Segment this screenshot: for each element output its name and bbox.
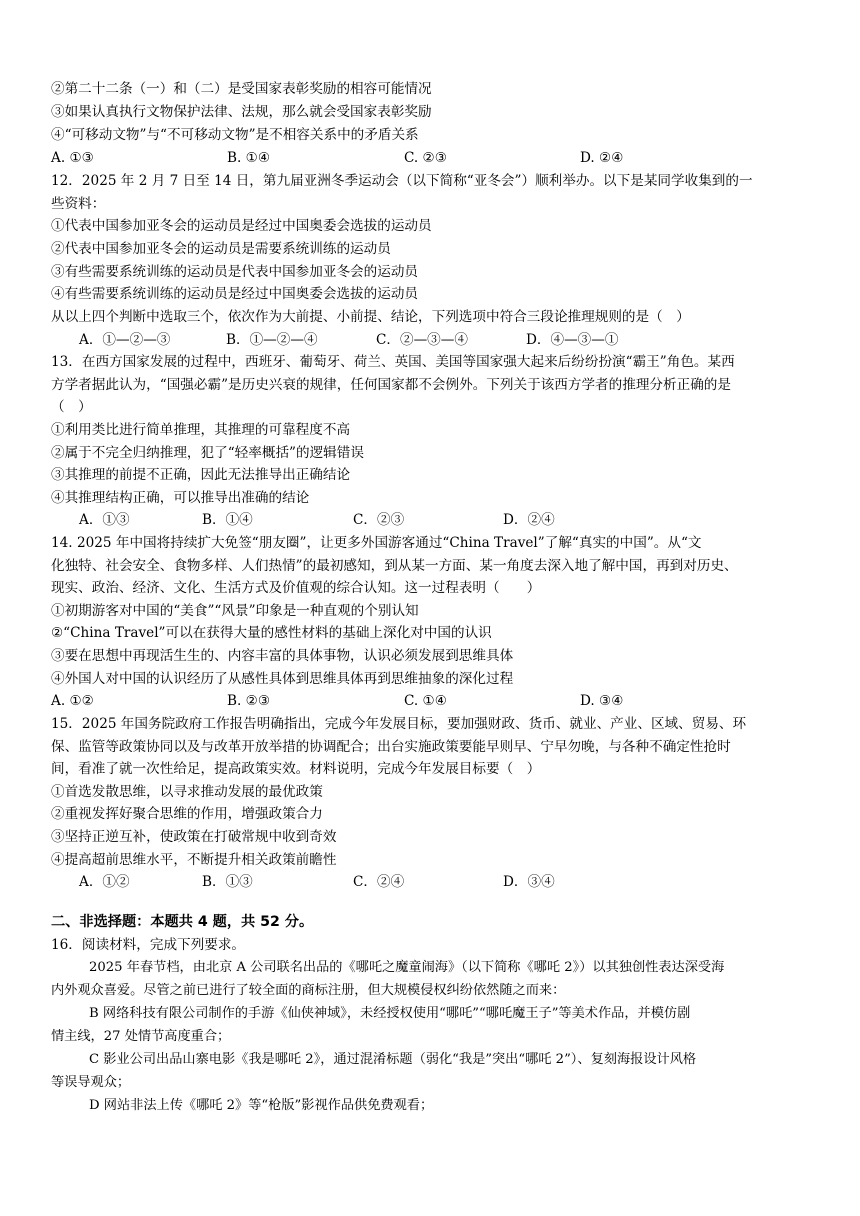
q15-item-4: ④提高超前思维水平，不断提升相关政策前瞻性 (51, 852, 337, 868)
q14-item-1: ①初期游客对中国的“美食”“风景”印象是一种直观的个别认知 (51, 603, 419, 619)
q13-stem-line-1: 13．在西方国家发展的过程中，西班牙、葡萄牙、荷兰、英国、美国等国家强大起来后纷纷扮演“霸王”角色。某西 (51, 354, 735, 370)
q12-stem-line-1: 12．2025 年 2 月 7 日至 14 日，第九届亚洲冬季运动会（以下简称“亚冬会”）顺利举办。以下是某同学收集到的一 (51, 173, 753, 189)
q13-option-b: B．①④ (202, 512, 253, 528)
q14-item-4: ④外国人对中国的认识经历了从感性具体到思维具体再到思维抽象的深化过程 (51, 671, 514, 687)
q15-option-c: C．②④ (353, 874, 405, 890)
q12-option-a: A．①—②—③ (79, 332, 171, 348)
q11-option-c: C. ②③ (404, 150, 447, 166)
q16-para1-line-1: 2025 年春节档，由北京 A 公司联名出品的《哪吒之魔童闹海》（以下简称《哪吒 2》）以其独创性表达深受海 (89, 960, 725, 975)
q15-item-1: ①首选发散思维，以寻求推动发展的最优政策 (51, 784, 323, 800)
q14-option-b: B. ②③ (227, 693, 271, 709)
q12-option-c: C．②—③—④ (376, 332, 468, 348)
q12-item-4: ④有些需要系统训练的运动员是经过中国奥委会选拔的运动员 (51, 286, 419, 302)
q11-item-3: ③如果认真执行文物保护法律、法规，那么就会受国家表彰奖励 (51, 104, 432, 120)
q15-stem-line-1: 15．2025 年国务院政府工作报告明确指出，完成今年发展目标，要加强财政、货币、就业、产业、区域、贸易、环 (51, 716, 747, 732)
q14-stem-line-2: 化独特、社会安全、食物多样、人们热情”的最初感知，到从某一方面、某一角度去深入地了解中国，再到对历史、 (51, 558, 738, 574)
q14-item-2: ②“China Travel”可以在获得大量的感性材料的基础上深化对中国的认识 (51, 625, 492, 641)
q15-stem-line-3: 间，看准了就一次性给足，提高政策实效。材料说明，完成今年发展目标要（ ） (51, 761, 541, 777)
q13-option-c: C．②③ (353, 512, 405, 528)
q11-item-2: ②第二十二条（一）和（二）是受国家表彰奖励的相容可能情况 (51, 81, 432, 97)
q15-option-d: D．③④ (503, 874, 555, 890)
q13-stem-line-2: 方学者据此认为，“国强必霸”是历史兴衰的规律，任何国家都不会例外。下列关于该西方学者的推理分析正确的是 (51, 377, 731, 393)
q16-para3-line-1: C 影业公司出品山寨电影《我是哪吒 2》，通过混淆标题（弱化“我是”突出“哪吒 2”）、复刻海报设计风格 (89, 1052, 697, 1067)
q15-stem-line-2: 保、监管等政策协同以及与改革开放举措的协调配合；出台实施政策要能早则早、宁早勿晚，与各种不确定性抢时 (51, 739, 731, 755)
q12-option-d: D．④—③—① (526, 332, 619, 348)
q16-stem: 16．阅读材料，完成下列要求。 (51, 937, 246, 953)
q14-option-a: A. ①② (51, 693, 94, 709)
q15-option-b: B．①③ (202, 874, 253, 890)
q14-option-c: C. ①④ (404, 693, 447, 709)
q12-option-b: B．①—②—④ (226, 332, 318, 348)
q12-question: 从以上四个判断中选取三个，依次作为大前提、小前提、结论，下列选项中符合三段论推理规则的是（ ） (51, 309, 690, 325)
q13-stem-line-3: （ ） (51, 399, 92, 415)
q12-item-1: ①代表中国参加亚冬会的运动员是经过中国奥委会选拔的运动员 (51, 218, 432, 234)
q14-stem-line-3: 现实、政治、经济、文化、生活方式及价值观的综合认知。这一过程表明（ ） (51, 580, 541, 596)
q15-option-a: A．①② (79, 874, 130, 890)
q13-item-4: ④其推理结构正确，可以推导出准确的结论 (51, 490, 310, 506)
q11-item-4: ④“可移动文物”与“不可移动文物”是不相容关系中的矛盾关系 (51, 127, 419, 143)
q12-stem-line-2: 些资料： (51, 196, 106, 212)
q15-item-2: ②重视发挥好聚合思维的作用，增强政策合力 (51, 806, 323, 822)
q14-item-3: ③要在思想中再现活生生的、内容丰富的具体事物，认识必须发展到思维具体 (51, 648, 514, 664)
q13-item-2: ②属于不完全归纳推理，犯了“轻率概括”的逻辑错误 (51, 445, 364, 461)
q12-item-3: ③有些需要系统训练的运动员是代表中国参加亚冬会的运动员 (51, 264, 419, 280)
q15-item-3: ③坚持正逆互补，使政策在打破常规中收到奇效 (51, 829, 337, 845)
q16-para3-line-2: 等误导观众； (51, 1075, 131, 1090)
q13-option-d: D．②④ (503, 512, 555, 528)
q12-item-2: ②代表中国参加亚冬会的运动员是需要系统训练的运动员 (51, 241, 391, 257)
q16-para1-line-2: 内外观众喜爱。尽管之前已进行了较全面的商标注册，但大规模侵权纠纷依然随之而来： (51, 983, 566, 998)
q11-option-a: A. ①③ (51, 150, 94, 166)
q11-option-b: B. ①④ (227, 150, 271, 166)
q13-item-1: ①利用类比进行简单推理，其推理的可靠程度不高 (51, 422, 351, 438)
q16-para2-line-1: B 网络科技有限公司制作的手游《仙侠神域》，未经授权使用“哪吒”“哪吒魔王子”等美术作品，并模仿剧 (89, 1006, 691, 1021)
q13-item-3: ③其推理的前提不正确，因此无法推导出正确结论 (51, 467, 351, 483)
section-2-heading: 二、非选择题：本题共 4 题，共 52 分。 (51, 914, 314, 930)
q13-option-a: A．①③ (79, 512, 130, 528)
q14-option-d: D. ③④ (580, 693, 624, 709)
q16-para2-line-2: 情主线，27 处情节高度重合； (51, 1029, 231, 1044)
q11-option-d: D. ②④ (580, 150, 624, 166)
q16-para4-line-1: D 网站非法上传《哪吒 2》等“枪版”影视作品供免费观看； (89, 1098, 434, 1113)
q14-stem-line-1: 14. 2025 年中国将持续扩大免签“朋友圈”，让更多外国游客通过“China Travel”了解“真实的中国”。从“文 (51, 535, 702, 551)
